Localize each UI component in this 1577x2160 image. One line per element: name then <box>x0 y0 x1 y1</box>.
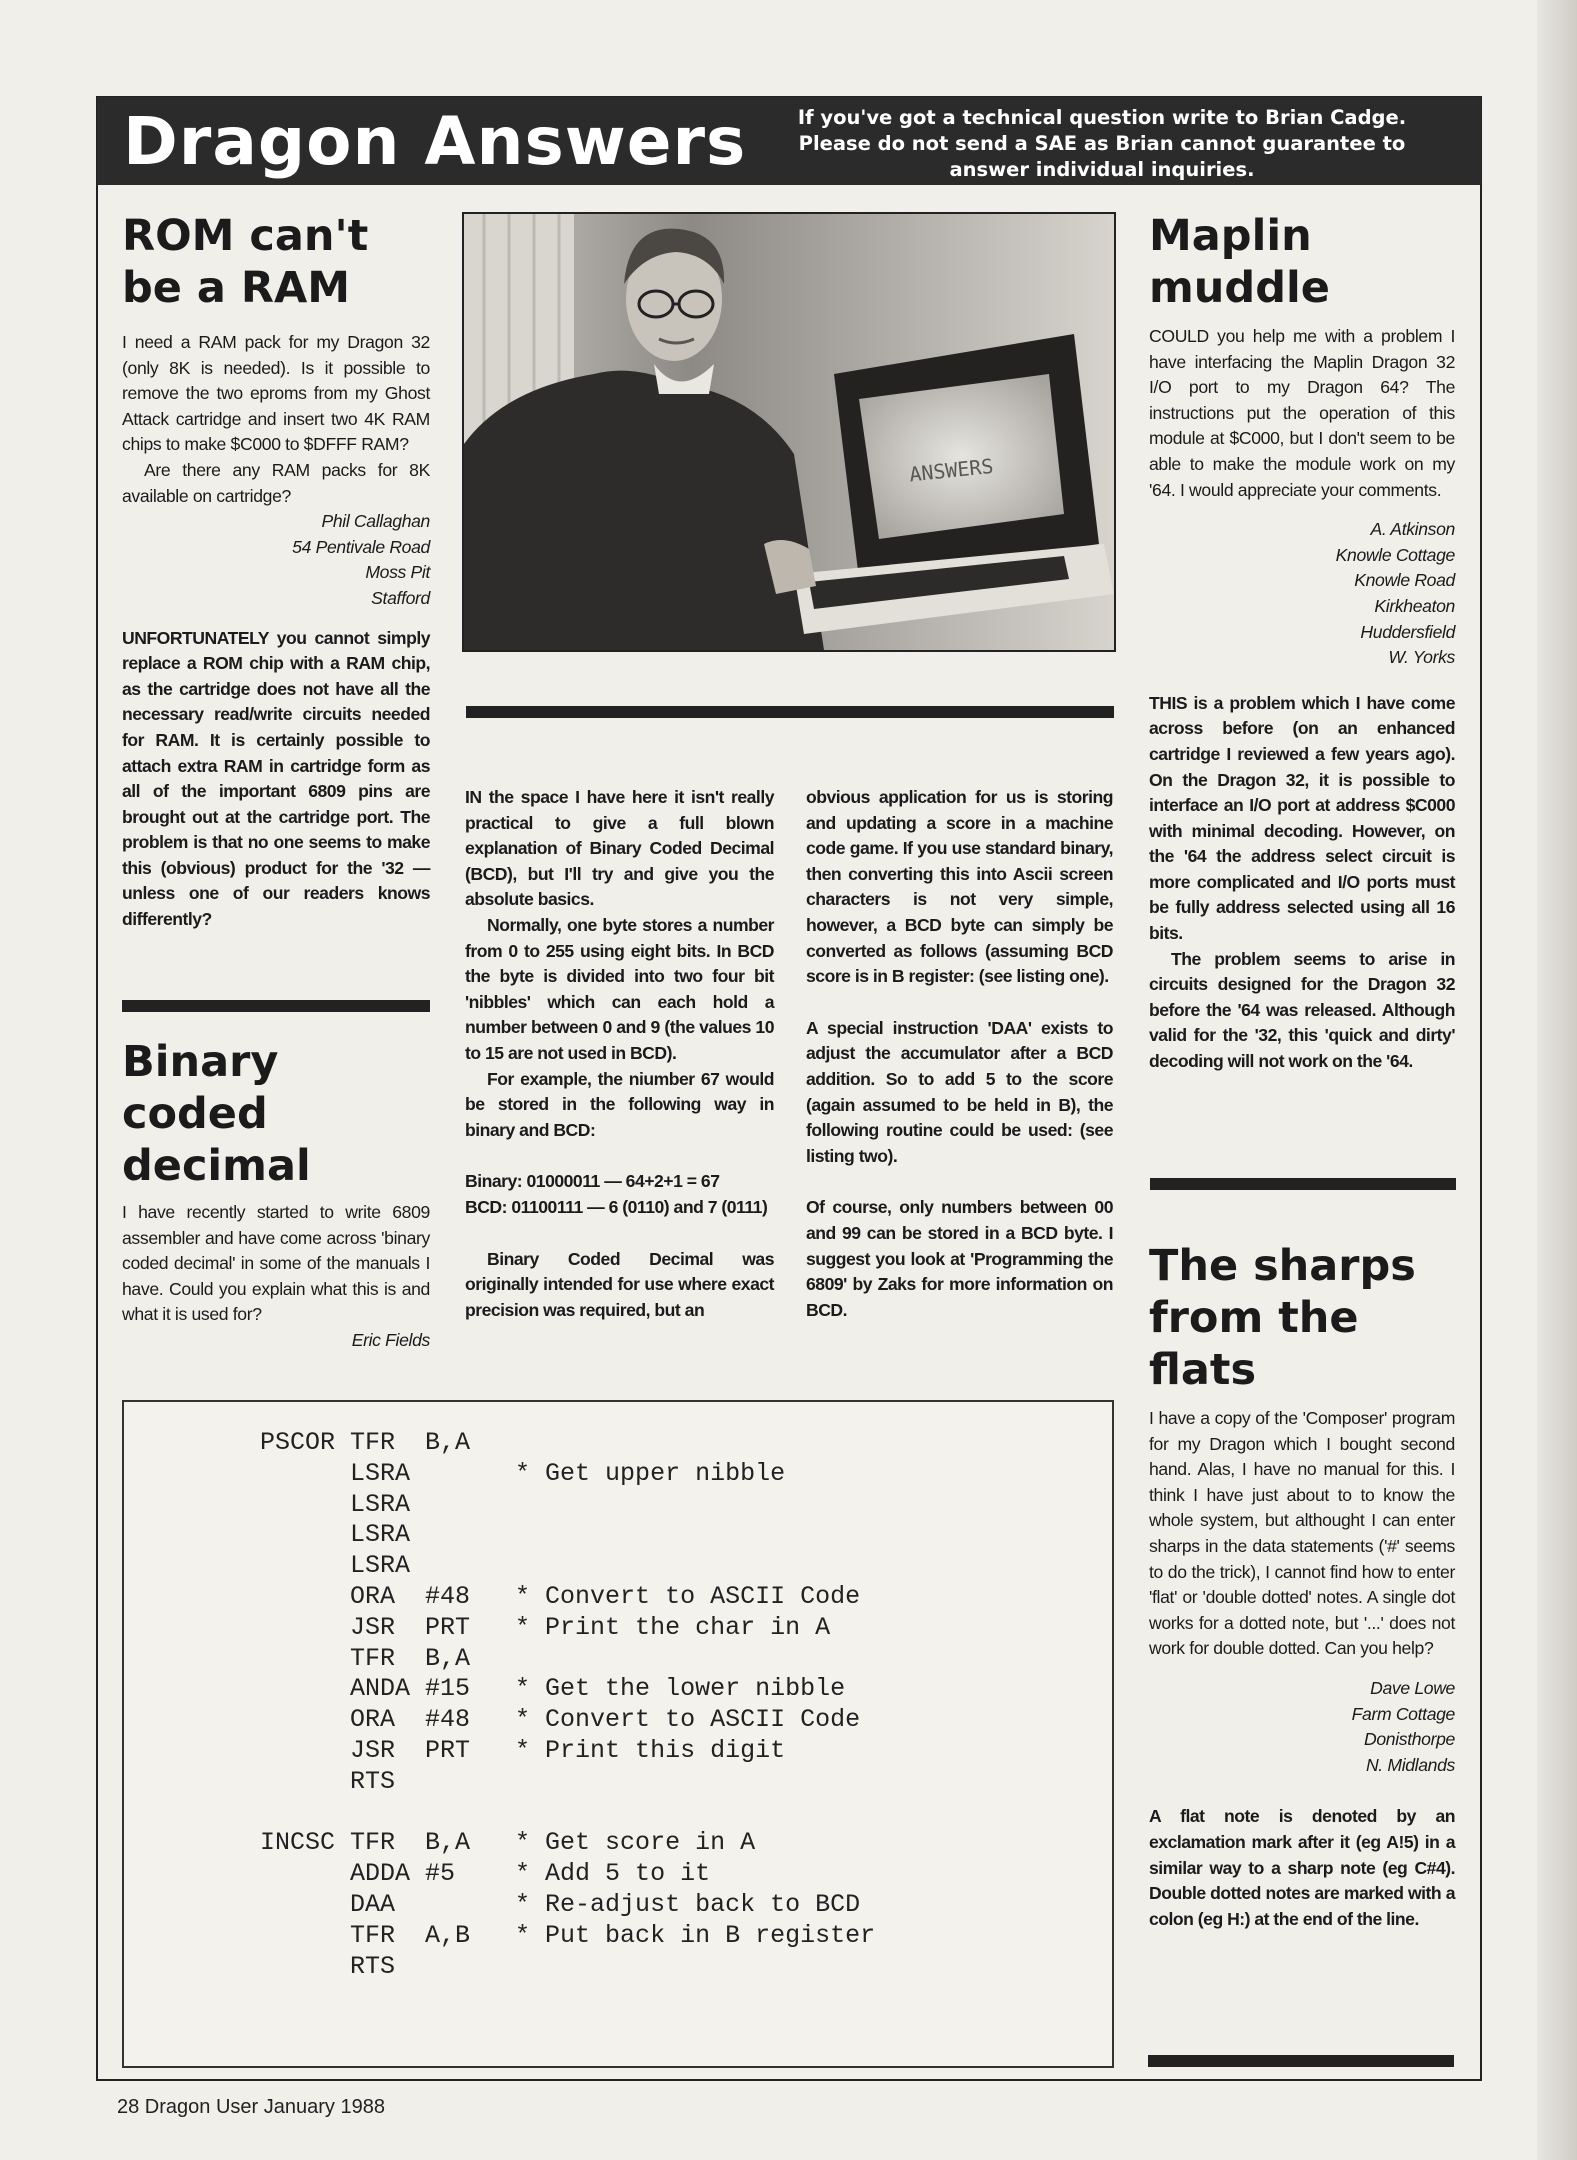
rom-question-2: Are there any RAM packs for 8K available on cartridge? <box>122 459 430 506</box>
bcd-signature: Eric Fields <box>351 1329 430 1350</box>
rom-answer: UNFORTUNATELY you cannot simply replace a ROM chip with a RAM chip, as the cartridge does not have all the necessary read/write circuits needed for RAM. It is certainly possible to attach extra RAM in cartridge form as all of the important 6809 pins are brought out at the cartridge port. The problem is that no one seems to make this (obvious) product for the '32 — unless one of our readers knows differently? <box>122 627 430 930</box>
maplin-signature: A. Atkinson Knowle Cottage Knowle Road Kirkheaton Huddersfield W. Yorks <box>1335 519 1455 668</box>
photo-reader-with-computer <box>462 212 1116 652</box>
rom-signature: Phil Callaghan 54 Pentivale Road Moss Pit Stafford <box>292 511 430 608</box>
column-divider-rule <box>122 1000 430 1012</box>
page-title: Dragon Answers <box>123 103 747 180</box>
bcd-answer-1: IN the space I have here it isn't really practical to give a full blown explanation of Binary Coded Decimal (BCD), but I'll try and give you the absolute basics. <box>465 787 774 910</box>
sharps-end-rule <box>1148 2055 1454 2067</box>
sharps-signature: Dave Lowe Farm Cottage Donisthorpe N. Midlands <box>1351 1677 1455 1775</box>
photo-screen-text: ANSWERS <box>908 453 995 487</box>
bcd-binary-line: Binary: 01000011 — 64+2+1 = 67 <box>465 1171 720 1192</box>
sharps-question: I have a copy of the 'Composer' program for my Dragon which I bought second hand. Alas, I have no manual for this. I think I have just about to to know the whole system, but althought I can enter sharps in the data statements ('#' seems to do the trick), I cannot find how to enter 'flat' or 'double dotted' notes. A single dot works for a dotted note, but '...' does not work for double dotted. Can you help? <box>1149 1408 1455 1659</box>
maplin-heading: Maplin muddle <box>1149 211 1330 313</box>
bcd-answer-2: Normally, one byte stores a number from 0 to 255 using eight bits. In BCD the byte is divided into two four bit 'nibbles' which can each hold a number between 0 and 9 (the values 10 to 15 are not used in BCD). <box>465 914 774 1063</box>
bcd-question-block <box>122 1036 430 1354</box>
bcd-question: I have recently started to write 6809 assembler and have come across 'binary coded decimal' in some of the manuals I have. Could you explain what this is and what it is used for? <box>122 1202 430 1325</box>
page-footer: 28 Dragon User January 1988 <box>117 2096 385 2118</box>
column-right <box>1149 210 1455 1075</box>
bcd-answer-4: Binary Coded Decimal was originally intended for use where exact precision was required, but an <box>465 1248 774 1320</box>
column-middle <box>465 785 774 1323</box>
rom-heading: ROM can't be a RAM <box>122 211 369 313</box>
header-note: If you've got a technical question write to Brian Cadge. Please do not send a SAE as Brian cannot guarantee to answer individual inquiries. <box>797 106 1407 181</box>
sharps-block <box>1149 1240 1455 1932</box>
page-edge-shadow <box>1537 0 1577 2160</box>
sharps-answer: A flat note is denoted by an exclamation mark after it (eg A!5) in a similar way to a sharp note (eg C#4). Double dotted notes are marked with a colon (eg H:) at the end of the line. <box>1149 1806 1455 1929</box>
column-left <box>122 210 430 933</box>
bcd-answer-5: obvious application for us is storing and updating a score in a machine code game. If you use standard binary, then converting this into Ascii screen characters is not very simple, however, a BCD byte can simply be converted as follows (assuming BCD score is in B register: (see listing one). <box>806 787 1113 987</box>
maplin-answer-2: The problem seems to arise in circuits designed for the Dragon 32 before the '64 was released. Although valid for the '32, this 'quick and dirty' decoding will not work on the '64. <box>1149 948 1455 1072</box>
bcd-answer-3: For example, the niumber 67 would be stored in the following way in binary and BCD: <box>465 1068 774 1140</box>
column-center-right <box>806 785 1113 1323</box>
rom-question: I need a RAM pack for my Dragon 32 (only 8K is needed). Is it possible to remove the two eproms from my Ghost Attack cartridge and insert two 4K RAM chips to make $C000 to $DFFF RAM? <box>122 332 430 455</box>
code-listing: PSCOR TFR B,A LSRA * Get upper nibble LSRA LSRA LSRA ORA #48 * Convert to ASCII Code JSR PRT * Print the char in A TFR B,A ANDA #15 * Get the lower nibble ORA #48 * Convert to ASCII Code JSR PRT * Print this digit RTS INCSC TFR B,A * Get score in A ADDA #5 * Add 5 to it DAA * Re-adjust back to BCD TFR A,B * Put back in B register RTS <box>260 1428 876 1981</box>
bcd-heading: Binary coded decimal <box>122 1037 311 1191</box>
bcd-answer-6: A special instruction 'DAA' exists to adjust the accumulator after a BCD addition. So to add 5 to the score (again assumed to be held in B), the following routine could be used: (see listing two). <box>806 1017 1113 1166</box>
header-banner <box>97 97 1481 185</box>
maplin-question: COULD you help me with a problem I have interfacing the Maplin Dragon 32 I/O port to my Dragon 64? The instructions put the operation of this module at $C000, but I don't seem to be able to make the module work on my '64. I would appreciate your comments. <box>1149 326 1455 500</box>
bcd-answer-7: Of course, only numbers between 00 and 99 can be stored in a BCD byte. I suggest you look at 'Programming the 6809' by Zaks for more information on BCD. <box>806 1197 1113 1320</box>
maplin-answer-1: THIS is a problem which I have come across before (on an enhanced cartridge I reviewed a few years ago). On the Dragon 32, it is possible to interface an I/O port at address $C000 with minimal decoding. However, on the '64 the address select circuit is more complicated and I/O ports must be fully address selected using all 16 bits. <box>1149 692 1455 944</box>
sharps-heading: The sharps from the flats <box>1149 1241 1416 1395</box>
bcd-bcd-line: BCD: 01100111 — 6 (0110) and 7 (0111) <box>465 1196 768 1217</box>
code-listing-box <box>122 1400 1114 2068</box>
photo-caption-rule <box>466 706 1114 718</box>
maplin-end-rule <box>1150 1178 1456 1190</box>
